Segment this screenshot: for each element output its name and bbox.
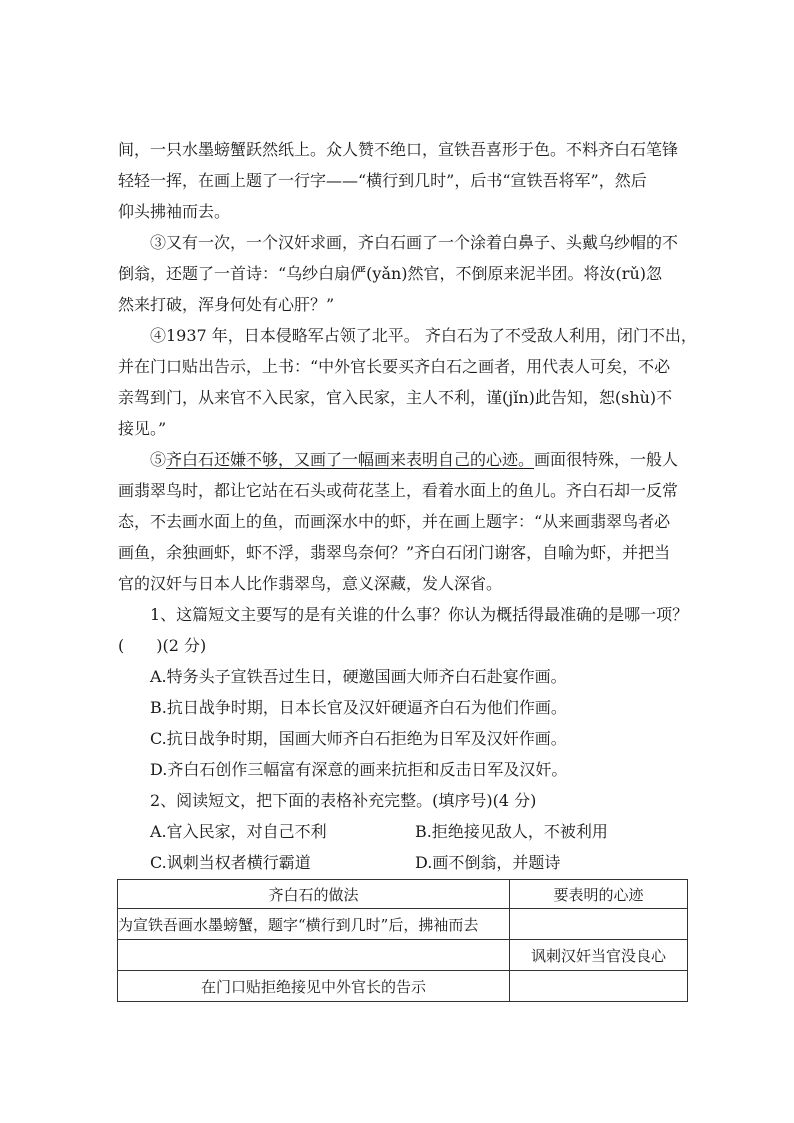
table-cell-action: 为宣铁吾画水墨螃蟹，题字“横行到几时”后，拂袖而去: [118, 909, 510, 940]
passage-p5-line-2: 画翡翠鸟时，都让它站在石头或荷花茎上，看着水面上的鱼儿。齐白石却一反常: [118, 481, 679, 500]
question1-stem-line-2: ( )(2 分): [118, 636, 207, 655]
table-cell-action-blank[interactable]: [118, 940, 510, 971]
p5-first-suffix: 画面很特殊，一般人: [534, 450, 679, 469]
question2-option-d: D.画不倒翁，并题诗: [415, 853, 561, 872]
question1-option-c: C.抗日战争时期，国画大师齐白石拒绝为日军及汉奸作画。: [150, 729, 567, 748]
table-cell-intent-blank[interactable]: [510, 909, 688, 940]
passage-p2-line-2: 轻轻一挥，在画上题了一行字——“横行到几时”，后书“宣铁吾将军”，然后: [118, 171, 647, 190]
table-header-action: 齐白石的做法: [118, 880, 510, 909]
passage-p2-line-1: 间，一只水墨螃蟹跃然纸上。众人赞不绝口，宣铁吾喜形于色。不料齐白石笔锋: [118, 140, 679, 159]
p5-underlined-sentence: 齐白石还嫌不够，又画了一幅画来表明自己的心迹。: [166, 450, 535, 469]
passage-p4-line-4: 接见。”: [118, 419, 167, 438]
question2-stem: 2、阅读短文，把下面的表格补充完整。(填序号)(4 分): [150, 791, 537, 810]
passage-p3-line-3: 然来打破，浑身何处有心肝？”: [118, 295, 335, 314]
question1-option-b: B.抗日战争时期，日本长官及汉奸硬逼齐白石为他们作画。: [150, 698, 567, 717]
passage-p3-line-2: 倒翁，还题了一首诗：“乌纱白扇俨(yǎn)然官，不倒原来泥半团。将汝(rǔ)忽: [118, 264, 662, 283]
table-cell-action: 在门口贴拒绝接见中外官长的告示: [118, 971, 510, 1002]
passage-p4-line-3: 亲驾到门，从来官不入民家，官入民家，主人不利，谨(jǐn)此告知，恕(shù)不: [118, 388, 673, 407]
passage-p4-line-2: 并在门口贴出告示，上书：“中外官长要买齐白石之画者，用代表人可矣，不必: [118, 357, 671, 376]
question1-option-a: A.特务头子宣铁吾过生日，硬邀国画大师齐白石赴宴作画。: [150, 667, 567, 686]
passage-p5-line-1: [150, 450, 794, 470]
question2-option-c: C.讽刺当权者横行霸道: [150, 853, 311, 872]
passage-p3-line-1: ③又有一次，一个汉奸求画，齐白石画了一个涂着白鼻子、头戴乌纱帽的不: [150, 233, 679, 252]
table-row: [118, 909, 688, 940]
question1-option-d: D.齐白石创作三幅富有深意的画来抗拒和反击日军及汉奸。: [150, 760, 568, 779]
question2-option-a: A.官入民家，对自己不利: [150, 822, 327, 841]
table-header-row: [118, 880, 688, 909]
table-row: [118, 971, 688, 1002]
passage-p5-line-4: 画鱼，余独画虾，虾不浮，翡翠鸟奈何？”齐白石闭门谢客，自喻为虾，并把当: [118, 543, 671, 562]
table-cell-intent: 讽刺汉奸当官没良心: [510, 940, 688, 971]
question2-option-b: B.拒绝接见敌人，不被利用: [415, 822, 608, 841]
table-row: [118, 940, 688, 971]
passage-p5-line-5: 官的汉奸与日本人比作翡翠鸟，意义深藏，发人深省。: [118, 574, 503, 593]
passage-p5-line-3: 态，不去画水面上的鱼，而画深水中的虾，并在画上题字：“从来画翡翠鸟者必: [118, 512, 671, 531]
table-cell-intent-blank[interactable]: [510, 971, 688, 1002]
table-header-intent: 要表明的心迹: [510, 880, 688, 909]
passage-p2-line-3: 仰头拂袖而去。: [118, 202, 231, 221]
question1-stem-line-1: 1、这篇短文主要写的是有关谁的什么事？你认为概括得最准确的是哪一项？: [150, 605, 689, 624]
passage-p4-line-1: ④1937 年，日本侵略军占领了北平。 齐白石为了不受敌人利用，闭门不出，: [150, 326, 697, 345]
p5-number: ⑤: [150, 450, 167, 469]
answer-table: [117, 879, 688, 1002]
